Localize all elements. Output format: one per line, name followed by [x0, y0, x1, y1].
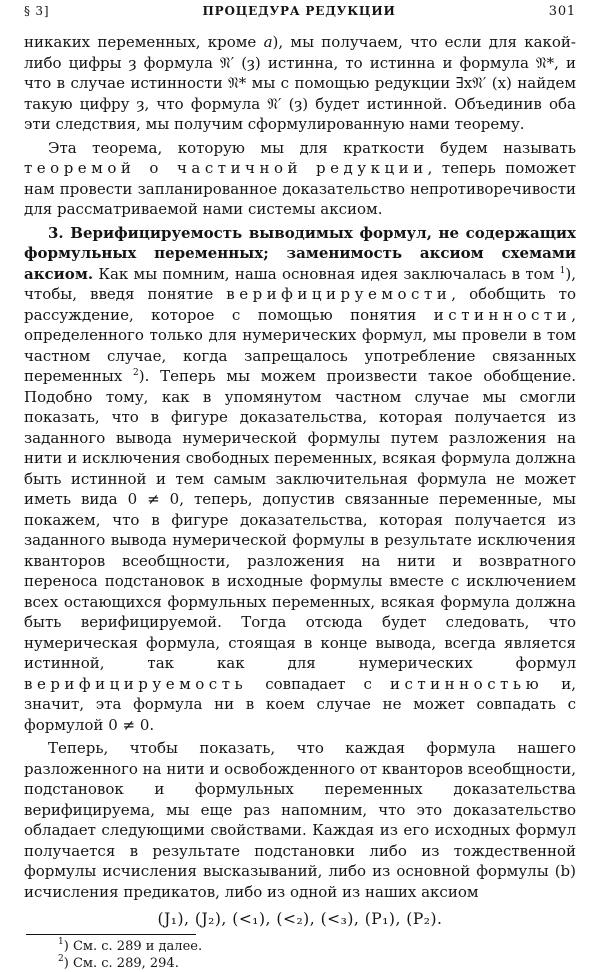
text-run: , обобщить то рассуждение, которое с помощью понятия [24, 285, 576, 324]
text-run: ) будет истинной. Объединив оба эти следствия, мы получим сформулированную нами теорему. [24, 94, 576, 133]
axiom-list-formula: (J₁), (J₂), (<₁), (<₂), (<₃), (P₁), (P₂). [157, 910, 443, 928]
spaced-term: теоремой о частичной редукции [24, 159, 428, 177]
spaced-term: верифицируемость [24, 674, 248, 693]
paragraph-theorem-name [24, 138, 576, 220]
text-run: и, значит, эта формула ни в коем случае не может совпадать с формулой 0 ≠ 0. [24, 674, 576, 734]
text-run: , определенного только для нумерических формул, мы провели в том частном случае, когда запрещалось употребление связанных переменных [24, 305, 576, 385]
running-title: ПРОЦЕДУРА РЕДУКЦИИ [202, 4, 396, 18]
footnote-text: ) См. с. 289 и далее. [63, 939, 203, 954]
digit-symbol: ȝ [247, 53, 255, 72]
text-run: никаких переменных, кроме [24, 33, 264, 51]
text-run: , что формула 𝔑′ ( [144, 94, 295, 113]
footnote-mark: 1 [58, 937, 64, 947]
spaced-term: верифицируемости [226, 285, 452, 303]
footnote-ref-2[interactable]: 2 [133, 368, 139, 378]
text-run: , теперь поможет нам провести запланированное доказательство непротиворечивости для рассматриваемой нами системы аксиом. [24, 159, 576, 218]
section-heading: 3. Верифицируемость выводимых формул, не содержащих формульных переменных; заменимость аксиом схемами аксиом. [24, 223, 576, 283]
footnote-1 [58, 938, 576, 955]
text-run: ). Теперь мы можем произвести такое обобщение. Подобно тому, как в упомянутом частном случае мы смогли показать, что в фигуре доказательства, которая получается из заданного вывода нумерической формулы путем разложения на нити и исключения свободных переменных, всякая формула должна быть истинной и тем самым заключительная формула не может иметь вида 0 ≠ 0, теперь, допустив связанные переменные, мы покажем, что в фигуре доказательства, которая получается из заданного вывода нумерической формулы в результате исключения кванторов всеобщности, разложения на нити и возвратного переноса подстановок в исходные формулы вместе с исключением всех остающихся формульных переменных, всякая формула должна быть верифицируемой. Тогда отсюда будет следовать, что нумерическая формула, стоящая в конце вывода, всегда является истинной, так как для нумерических формул [24, 367, 576, 672]
page-number: 301 [548, 4, 576, 19]
section-3-paragraph [24, 223, 576, 736]
footnote-ref-1[interactable]: 1 [559, 265, 566, 276]
footnote-2 [58, 955, 576, 972]
variable-a: a [263, 33, 273, 51]
text-run: совпадает с [247, 674, 390, 693]
text-run: ), чтобы, введя понятие [24, 264, 576, 303]
text-run: формула 𝔑′ ( [136, 53, 248, 72]
footnote-text: ) См. с. 289, 294. [63, 956, 179, 971]
digit-symbol: ȝ [128, 53, 137, 72]
footnote-divider [26, 934, 196, 935]
paragraph-properties: Теперь, чтобы показать, что каждая формула нашего разложенного на нити и освобожденного от кванторов всеобщности, подстановок и формульных переменных доказательства верифицируема, мы еще раз напомним, что это доказательство обладает следующими свойствами. Каждая из его исходных формул получается в результате подстановки либо из тождественной формулы исчисления высказываний, либо из основной формулы (b) исчисления предикатов, либо из одной из наших аксиом [24, 739, 576, 901]
footnote-mark: 2 [58, 954, 64, 964]
paragraph-continuation [24, 32, 576, 135]
running-header [24, 4, 576, 32]
text-run: Эта теорема, которую мы для краткости будем называть [48, 138, 576, 157]
spaced-term: истинностью [389, 674, 544, 693]
digit-symbol: ȝ [294, 94, 303, 113]
text-run: ), мы получаем, что если для какой-либо цифры [24, 33, 576, 72]
digit-symbol: ȝ [136, 94, 145, 113]
spaced-term: истинности [433, 305, 572, 324]
text-run: ) истинна, то истинна и формула 𝔑*, и что в случае истинности 𝔑* мы с помощью редукции ∃x𝔑′ (x) найдем такую цифру [24, 53, 576, 113]
text-run: Как мы помним, наша основная идея заключалась в том [93, 264, 560, 283]
section-marker: § 3] [24, 4, 50, 18]
